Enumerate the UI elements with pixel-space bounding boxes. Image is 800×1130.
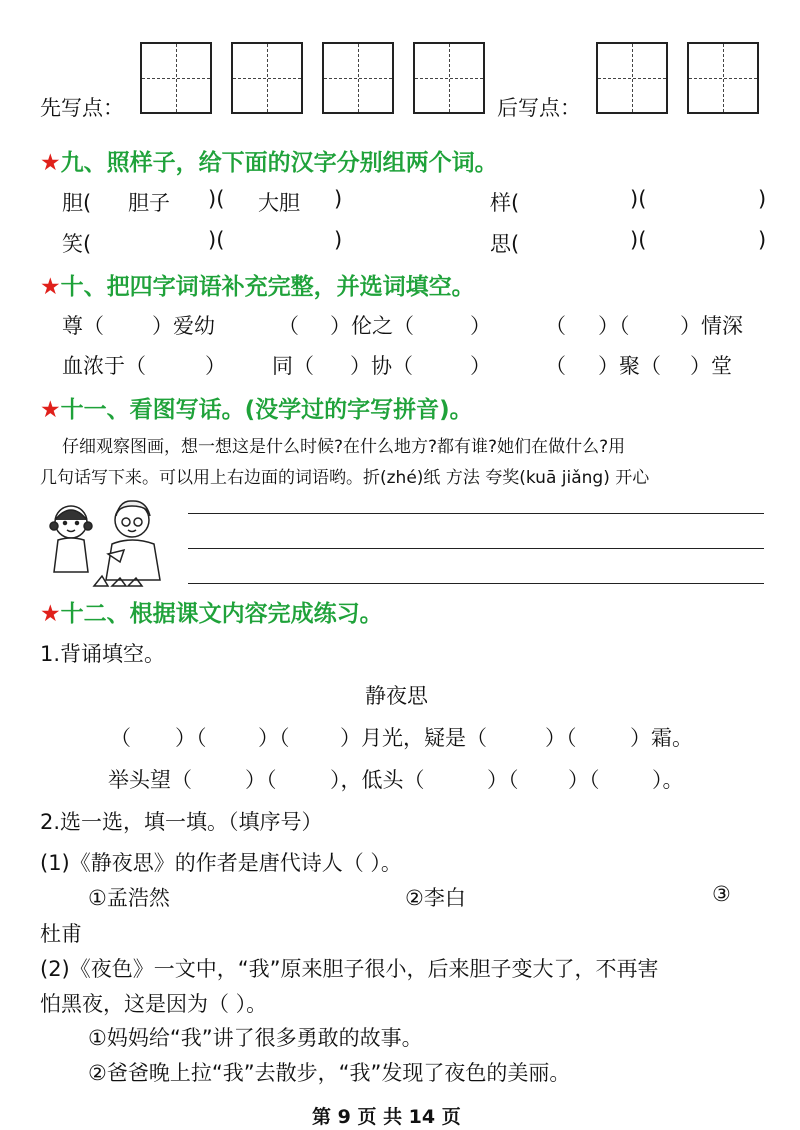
s10-r2-5: ）	[470, 354, 491, 378]
star-icon: ★	[40, 601, 61, 627]
s9-r1-c3: )	[334, 187, 343, 211]
s10-r1-1: 尊（	[62, 314, 104, 338]
q2-1-option-a[interactable]: ①孟浩然	[88, 886, 170, 910]
writing-grid-4[interactable]	[413, 42, 485, 114]
writing-grid-3[interactable]	[322, 42, 394, 114]
s10-r2-1: 血浓于（	[62, 354, 146, 378]
s10-r1-4: ）伦之（	[330, 314, 414, 338]
poem-l2-1: 举头望（	[108, 768, 192, 792]
girl-and-grandmother-illustration	[36, 492, 176, 592]
s10-r1-6: （	[545, 314, 566, 338]
s10-r2-7: ）聚（	[598, 354, 661, 378]
poem-l1-2: ）（	[175, 726, 207, 750]
poem-l1-1: （	[110, 726, 131, 750]
s11-prompt-line1: 仔细观察图画，想一想这是什么时候?在什么地方?都有谁?她们在做什么?用	[62, 437, 626, 457]
s10-r2-3: 同（	[272, 354, 314, 378]
poem-l1-4: ）月光，疑是（	[340, 726, 487, 750]
s10-r1-2: ）爱幼	[152, 314, 215, 338]
q1-label: 1.背诵填空。	[40, 642, 166, 666]
q2-1-option-c-number[interactable]: ③	[712, 882, 731, 906]
writing-grid-6[interactable]	[687, 42, 759, 114]
q2-label: 2.选一选，填一填。（填序号）	[40, 810, 323, 834]
section-12-heading	[40, 595, 383, 628]
section-12-title: 十二、根据课文内容完成练习。	[60, 601, 383, 627]
star-icon: ★	[40, 397, 61, 423]
poem-l1-6: ）霜。	[630, 726, 693, 750]
s10-r1-7: ）（	[598, 314, 630, 338]
star-icon: ★	[40, 150, 61, 176]
later-write-label: 后写点：	[497, 96, 581, 120]
q2-1-question: (1)《静夜思》的作者是唐代诗人（ ）。	[40, 851, 402, 875]
q2-2-question-line1: (2)《夜色》一文中，“我”原来胆子很小，后来胆子变大了，不再害	[40, 957, 659, 981]
s9-r2-c5: )(	[630, 228, 647, 252]
s10-r1-5: ）	[470, 314, 491, 338]
section-10-heading	[40, 268, 475, 301]
s10-r2-4: ）协（	[350, 354, 413, 378]
section-10-title: 十、把四字词语补充完整，并选词填空。	[60, 274, 475, 300]
poem-l2-3: ），低头（	[330, 768, 425, 792]
poem-l1-3: ）（	[258, 726, 290, 750]
page-footer: 第 9 页 共 14 页	[312, 1106, 461, 1128]
star-icon: ★	[40, 274, 61, 300]
q2-2-option-b[interactable]: ②爸爸晚上拉“我”去散步，“我”发现了夜色的美丽。	[88, 1061, 571, 1085]
section-9-title: 九、照样子，给下面的汉字分别组两个词。	[60, 150, 498, 176]
poem-l2-2: ）（	[245, 768, 277, 792]
poem-l2-5: ）（	[568, 768, 600, 792]
s9-r2-c3: )	[334, 228, 343, 252]
s9-r1-answer2: 大胆	[258, 191, 300, 215]
s11-prompt-line2: 几句话写下来。可以用上右边面的词语哟。折(zhé)纸 方法 夸奖(kuā jiǎng) 开心	[40, 468, 650, 488]
poem-l1-5: ）（	[545, 726, 577, 750]
poem-l2-6: ）。	[652, 768, 684, 792]
s9-r1-answer1: 胆子	[128, 191, 170, 215]
writing-line-1[interactable]	[188, 513, 764, 514]
s10-r2-2: ）	[205, 354, 226, 378]
section-9-heading	[40, 144, 498, 177]
section-11-heading	[40, 391, 473, 424]
s9-r1-c1: 胆(	[62, 191, 92, 215]
q2-2-question-line2: 怕黑夜，这是因为（ ）。	[40, 992, 268, 1016]
s9-r1-c4: 样(	[490, 191, 520, 215]
s10-r2-6: （	[545, 354, 566, 378]
s10-r1-3: （	[278, 314, 299, 338]
s9-r1-c6: )	[758, 187, 767, 211]
q2-1-option-c-text: 杜甫	[40, 922, 82, 946]
writing-grid-1[interactable]	[140, 42, 212, 114]
s10-r2-8: ）堂	[690, 354, 732, 378]
q2-1-option-b[interactable]: ②李白	[405, 886, 466, 910]
s9-r1-c2: )(	[208, 187, 225, 211]
s10-r1-8: ）情深	[680, 314, 743, 338]
writing-grid-2[interactable]	[231, 42, 303, 114]
s9-r2-c6: )	[758, 228, 767, 252]
writing-grid-5[interactable]	[596, 42, 668, 114]
writing-line-2[interactable]	[188, 548, 764, 549]
first-write-label: 先写点：	[40, 96, 124, 120]
poem-title: 静夜思	[365, 684, 428, 708]
poem-l2-4: ）（	[487, 768, 519, 792]
writing-line-3[interactable]	[188, 583, 764, 584]
s9-r2-c4: 思(	[490, 232, 520, 256]
q2-2-option-a[interactable]: ①妈妈给“我”讲了很多勇敢的故事。	[88, 1026, 423, 1050]
s9-r1-c5: )(	[630, 187, 647, 211]
s9-r2-c1: 笑(	[62, 232, 92, 256]
s9-r2-c2: )(	[208, 228, 225, 252]
section-11-title: 十一、看图写话。(没学过的字写拼音)。	[60, 397, 473, 423]
